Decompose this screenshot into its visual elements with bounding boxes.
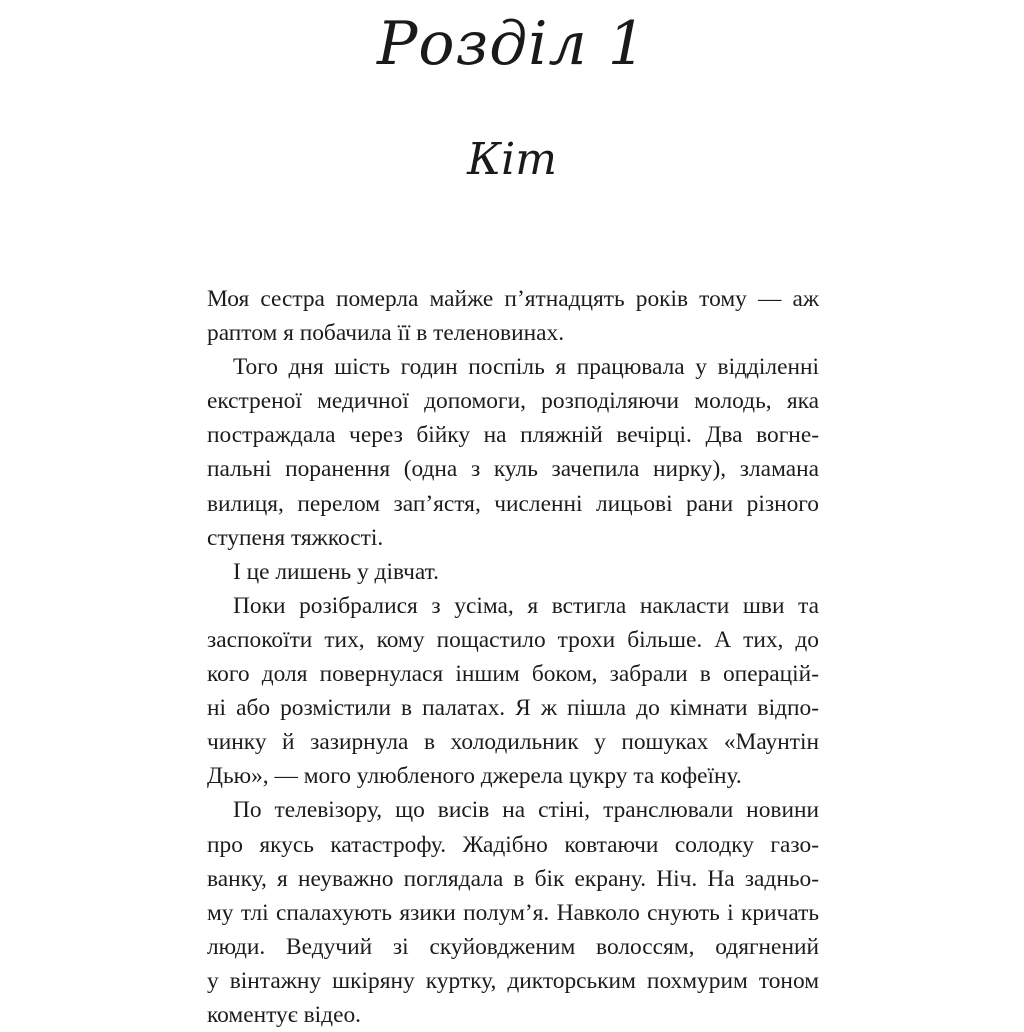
text-line: Того дня шість годин поспіль я працювала у відділенні [233, 354, 819, 381]
text-line: вилиця, перелом зап’ястя, численні лицьові рани різного [207, 490, 819, 517]
text-line: пальні поранення (одна з куль зачепила нирку), зламана [207, 456, 819, 483]
text-line: постраждала через бійку на пляжній вечірці. Два вогне- [207, 422, 819, 449]
text-line: коментує відео. [207, 1001, 361, 1028]
text-line: му тлі спалахують язики полум’я. Навколо снують і кричать [207, 899, 819, 926]
text-line: І це лишень у дівчат. [233, 558, 439, 585]
text-line: екстреної медичної допомоги, розподіляючи молодь, яка [207, 388, 819, 415]
text-line: люди. Ведучий зі скуйовдженим волоссям, одягнений [207, 933, 819, 960]
paragraph [207, 793, 819, 1032]
text-line: про якусь катастрофу. Жадібно ковтаючи солодку газо- [207, 831, 819, 858]
text-line: заспокоїти тих, кому пощастило трохи більше. А тих, до [207, 626, 819, 653]
paragraph [207, 282, 819, 350]
text-line: у вінтажну шкіряну куртку, дикторським похмурим тоном [207, 967, 819, 994]
paragraph [207, 589, 819, 794]
text-line: ступеня тяжкості. [207, 524, 384, 551]
text-line: раптом я побачила її в теленовинах. [207, 320, 565, 347]
text-line: кого доля повернулася іншим боком, забрали в операцій- [207, 661, 819, 688]
text-line: чинку й зазирнула в холодильник у пошуках «Маунтін [207, 729, 819, 756]
text-line: ні або розмістили в палатах. Я ж пішла до кімнати відпо- [207, 695, 819, 722]
paragraph [207, 555, 819, 589]
body-text [207, 282, 819, 1032]
chapter-subtitle: Кіт [467, 134, 557, 185]
text-line: Моя сестра померла майже п’ятнадцять років тому — аж [207, 286, 819, 312]
text-line: Поки розібралися з усіма, я встигла накласти шви та [233, 592, 819, 619]
text-line: ванку, я неуважно поглядала в бік екрану. Ніч. На задньо- [207, 865, 819, 892]
paragraph [207, 350, 819, 555]
text-line: Дью», — мого улюбленого джерела цукру та кофеїну. [207, 763, 742, 790]
text-line: По телевізору, що висів на стіні, транслювали новини [233, 797, 819, 824]
chapter-title: Розділ 1 [377, 9, 647, 79]
